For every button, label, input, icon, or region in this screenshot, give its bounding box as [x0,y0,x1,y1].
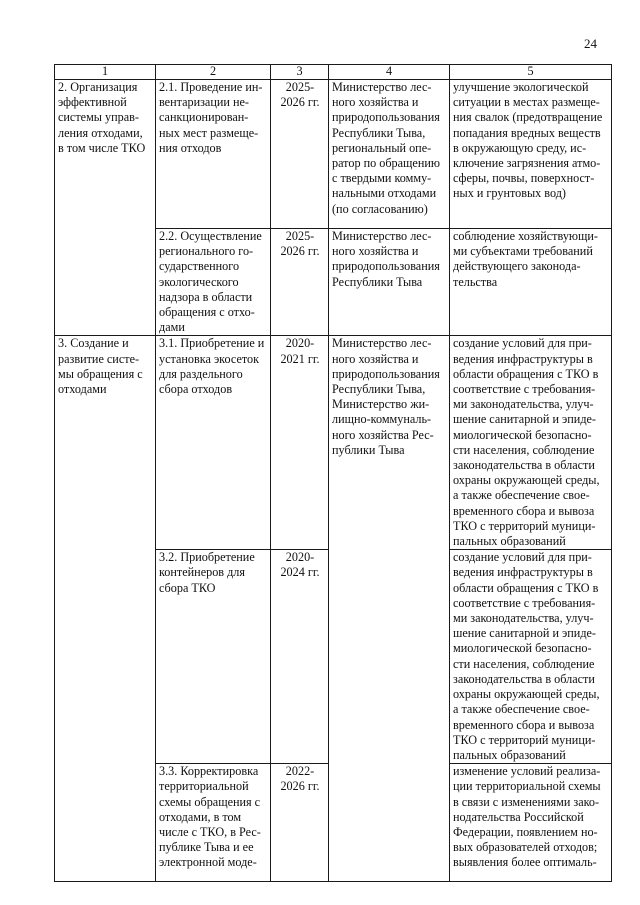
measure-text: 2.2. Осуществление регионального го- сударственного экологического надзора в области обращения с отхо- дами [159,229,262,335]
measure-text: 3.1. Приобретение и установка экосеток для раздельного сбора отходов [159,336,265,397]
executor-text: Министерство лес- ного хозяйства и природопользования Республики Тыва, региональный опе- ратор по обращению с твердыми комму- нальными отходами (по согласованию) [332,80,440,216]
group-title: 3. Создание и развитие систе- мы обращения с отходами [58,336,143,397]
group-title-cell [55,80,156,336]
group-title: 2. Организация эффективной системы управ- ления отходами, в том числе ТКО [58,80,146,155]
table-row [55,80,612,229]
executor-cell [329,229,450,336]
page-number: 24 [584,36,597,51]
period-text: 2022- 2026 гг. [280,764,320,794]
period-cell [271,550,329,764]
measure-cell [156,764,271,882]
measure-text: 3.2. Приобретение контейнеров для сбора ТКО [159,550,255,595]
result-text: создание условий для при- ведения инфраструктуры в области обращения с ТКО в соответствие с требования- ми законодательства, улуч- шение санитарной и эпиде- миологической безопасно- сти населения, соблюдение законодательства в области охраны окружающей среды, а также обеспечение свое- временного сбора и вывоза ТКО с территорий муници- пальных образований [453,336,600,549]
period-cell [271,229,329,336]
period-text: 2025- 2026 гг. [280,80,320,110]
executor-cell [329,336,450,882]
column-header-1: 1 [55,65,156,80]
period-text: 2020- 2024 гг. [280,550,320,580]
result-text: изменение условий реализа- ции территориальной схемы в связи с изменениями зако- нодательства Российской Федерации, появлением но- вых образователей отходов; выявления более оптималь- [453,764,601,870]
column-header-4: 4 [329,65,450,80]
group-title-cell [55,336,156,882]
measures-table [54,64,612,882]
column-header-5: 5 [450,65,612,80]
table-row [55,336,612,550]
measure-text: 3.3. Корректировка территориальной схемы обращения с отходами, в том числе с ТКО, в Рес- публике Тыва и ее электронной моде- [159,764,261,870]
result-cell [450,764,612,882]
period-cell [271,336,329,550]
column-header-2: 2 [156,65,271,80]
measure-cell [156,80,271,229]
period-text: 2025- 2026 гг. [280,229,320,259]
period-cell [271,764,329,882]
result-text: улучшение экологической ситуации в местах размеще- ния свалок (предотвращение попадания вредных веществ в окружающую среду, ис- ключение загрязнения атмо- сферы, почвы, поверхност- ных и грунтовых вод) [453,80,603,201]
period-cell [271,80,329,229]
measure-cell [156,336,271,550]
measure-cell [156,550,271,764]
column-header-3: 3 [271,65,329,80]
measure-cell [156,229,271,336]
result-text: соблюдение хозяйствующи- ми субъектами требований действующего законода- тельства [453,229,598,289]
result-text: создание условий для при- ведения инфраструктуры в области обращения с ТКО в соответствие с требования- ми законодательства, улуч- шение санитарной и эпиде- миологической безопасно- сти населения, соблюдение законодательства в области охраны окружающей среды, а также обеспечение свое- временного сбора и вывоза ТКО с территорий муници- пальных образований [453,550,600,762]
executor-text: Министерство лес- ного хозяйства и природопользования Республики Тыва, Министерство жи- лищно-коммуналь- ного хозяйства Рес- публики Тыва [332,336,440,457]
result-cell [450,336,612,550]
executor-text: Министерство лес- ного хозяйства и природопользования Республики Тыва [332,229,440,289]
table-header-row [55,65,612,80]
result-cell [450,80,612,229]
executor-cell [329,80,450,229]
result-cell [450,229,612,336]
period-text: 2020- 2021 гг. [280,336,320,366]
measure-text: 2.1. Проведение ин- вентаризации не- санкционирован- ных мест размеще- ния отходов [159,80,263,155]
result-cell [450,550,612,764]
